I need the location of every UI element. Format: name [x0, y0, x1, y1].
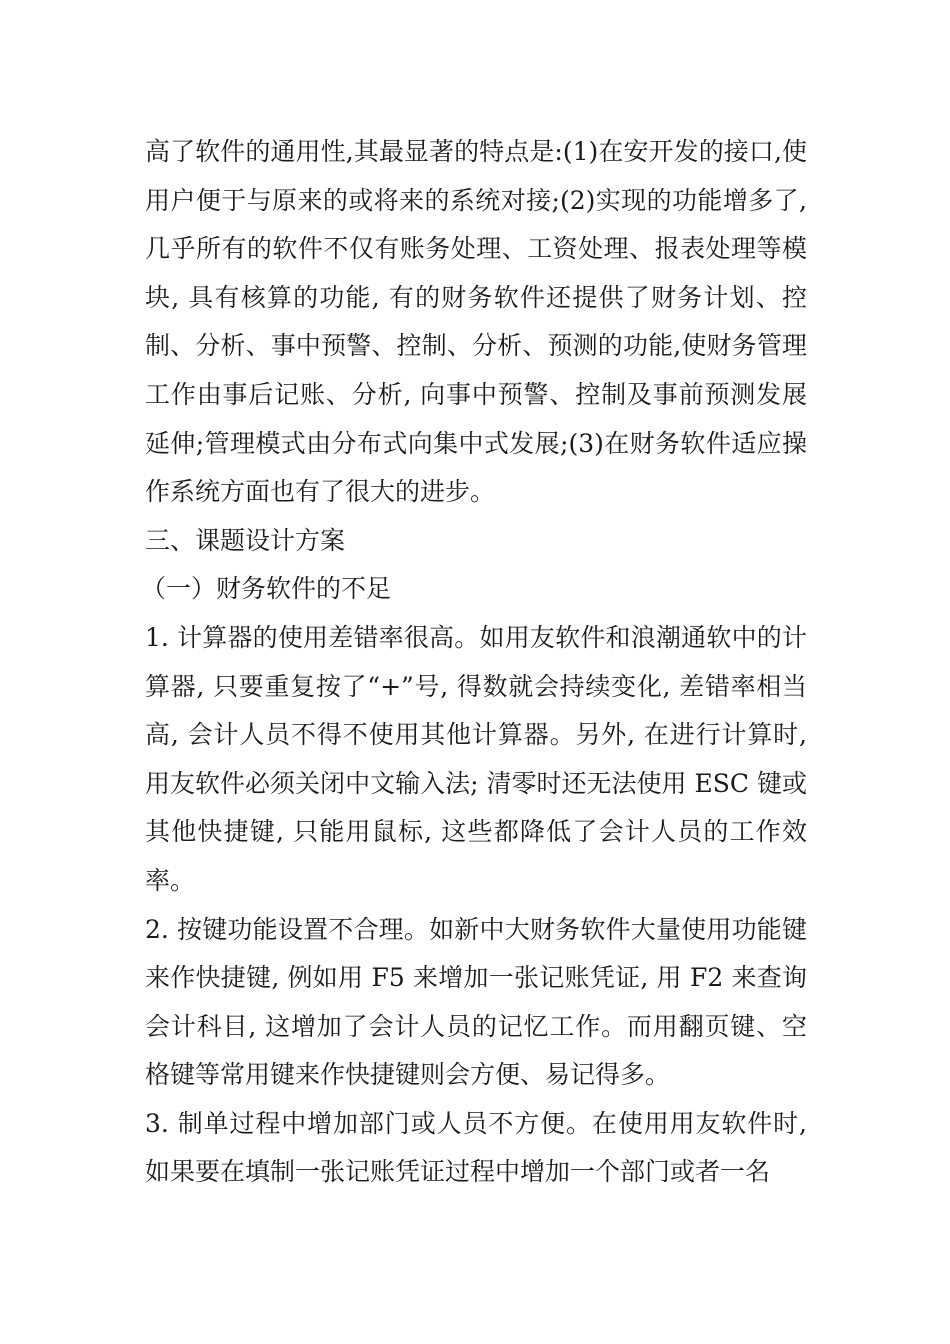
paragraph-item-2-keys: 2. 按键功能设置不合理。如新中大财务软件大量使用功能键来作快捷键, 例如用 F5 来增加一张记账凭证, 用 F2 来查询会计科目, 这增加了会计人员的记忆工作。而用翻页键、空格键等常用键来作快捷键则会方便、易记得多。	[145, 914, 807, 1090]
paragraph-item-3-voucher: 3. 制单过程中增加部门或人员不方便。在使用用友软件时, 如果要在填制一张记账凭证过程中增加一个部门或者一名	[145, 1108, 807, 1187]
section-heading-design-plan: 三、课题设计方案	[145, 525, 346, 555]
subsection-heading-shortcomings: （一）财务软件的不足	[141, 574, 392, 604]
paragraph-item-1-calculator: 1. 计算器的使用差错率很高。如用友软件和浪潮通软中的计算器, 只要重复按了“+”号, 得数就会持续变化, 差错率相当高, 会计人员不得不使用其他计算器。另外, 在进行计算时, 用友软件必须关闭中文输入法; 清零时还无法使用 ESC 键或其他快捷键, 只能用鼠标, 这些都降低了会计人员的工作效率。	[145, 622, 807, 895]
document-body	[141, 128, 807, 1197]
paragraph-software-features: 高了软件的通用性,其最显著的特点是:(1)在安开发的接口,使用户便于与原来的或将来的系统对接;(2)实现的功能增多了,几乎所有的软件不仅有账务处理、工资处理、报表处理等模块, 具有核算的功能, 有的财务软件还提供了财务计划、控制、分析、事中预警、控制、分析、预测的功能,使财务管理工作由事后记账、分析, 向事中预警、控制及事前预测发展延伸;管理模式由分布式向集中式发展;(3)在财务软件适应操作系统方面也有了很大的进步。	[145, 137, 807, 507]
